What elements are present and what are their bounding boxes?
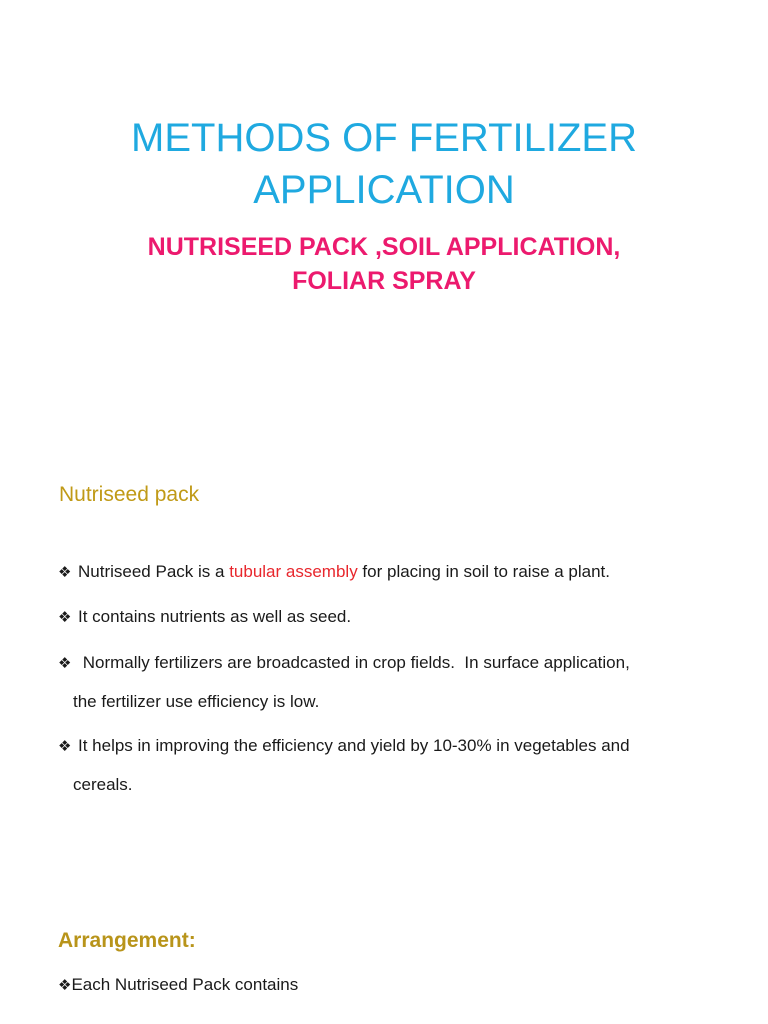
page-title [0,112,768,216]
bullet-text-continued: the fertilizer use efficiency is low. [73,692,320,711]
bullet-item [58,553,718,592]
bullet-text-continued: cereals. [73,775,133,794]
bullet-item [58,644,718,721]
diamond-bullet-icon: ❖ [58,738,72,755]
section-heading-nutriseed-pack: Nutriseed pack [59,483,200,506]
bullet-text: It helps in improving the efficiency and yield by 10-30% in vegetables and [78,736,630,755]
bullet-item [58,727,718,804]
diamond-bullet-icon: ❖ [58,977,72,994]
title-line-1: METHODS OF FERTILIZER [131,116,637,160]
subtitle-line-1: NUTRISEED PACK ,SOIL APPLICATION, [147,233,621,261]
arrangement-item [58,975,298,995]
diamond-bullet-icon: ❖ [58,564,72,581]
page-subtitle [0,230,768,298]
bullet-text: Nutriseed Pack is a [78,562,230,581]
section-heading-arrangement: Arrangement: [58,929,196,952]
bullet-item [58,598,718,637]
bullet-text: for placing in soil to raise a plant. [357,562,611,581]
arrangement-item-text: Each Nutriseed Pack contains [71,975,299,994]
title-line-2: APPLICATION [253,168,515,212]
bullet-text: It contains nutrients as well as seed. [78,607,352,626]
diamond-bullet-icon: ❖ [58,655,72,672]
subtitle-line-2: FOLIAR SPRAY [292,267,476,295]
bullet-text: Normally fertilizers are broadcasted in crop fields. In surface application, [78,653,630,672]
bullet-highlight: tubular assembly [229,562,358,581]
diamond-bullet-icon: ❖ [58,609,72,626]
